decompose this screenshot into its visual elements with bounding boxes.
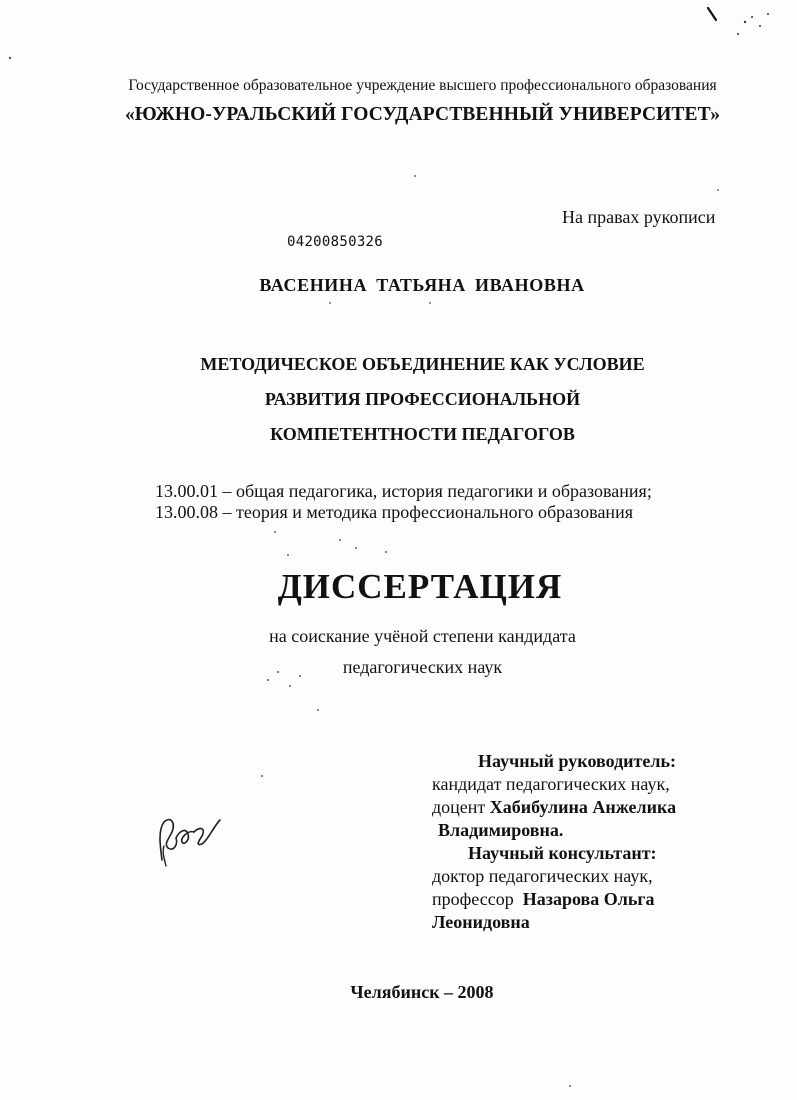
consultant-position-row (432, 888, 752, 911)
supervisor-position: доцент (432, 797, 486, 817)
institution-line: Государственное образовательное учреждение высшего профессионального образования (128, 77, 717, 94)
title-line-3: КОМПЕТЕНТНОСТИ ПЕДАГОГОВ (270, 424, 575, 444)
specialty-line-2: 13.00.08 – теория и методика профессионального образования (155, 502, 633, 522)
supervisor-position-row (432, 796, 752, 819)
rights-note: На правах рукописи (562, 207, 716, 227)
document-type: ДИССЕРТАЦИЯ (277, 567, 563, 606)
advisors-block (432, 750, 752, 934)
consultant-degree: доктор педагогических наук, (432, 866, 653, 886)
consultant-patronymic: Леонидовна (432, 912, 530, 932)
supervisor-patronymic: Владимировна. (438, 820, 564, 840)
city-year: Челябинск – 2008 (350, 982, 494, 1002)
supervisor-degree: кандидат педагогических наук, (432, 774, 670, 794)
title-line-1: МЕТОДИЧЕСКОЕ ОБЪЕДИНЕНИЕ КАК УСЛОВИЕ (200, 354, 645, 374)
degree-line-2: педагогических наук (342, 657, 503, 677)
specialty-line-1: 13.00.01 – общая педагогика, история педагогики и образования; (155, 481, 652, 501)
degree-line-1: на соискание учёной степени кандидата (269, 626, 576, 646)
consultant-name: Назарова Ольга (522, 889, 655, 909)
title-line-2: РАЗВИТИЯ ПРОФЕССИОНАЛЬНОЙ (264, 389, 581, 409)
university-name: «ЮЖНО-УРАЛЬСКИЙ ГОСУДАРСТВЕННЫЙ УНИВЕРСИТЕТ» (124, 104, 721, 125)
consultant-position: профессор (432, 889, 514, 909)
inventory-number: 04200850326 (287, 234, 384, 250)
supervisor-heading: Научный руководитель: (478, 751, 676, 771)
author-name: ВАСЕНИНА ТАТЬЯНА ИВАНОВНА (259, 275, 585, 295)
consultant-heading: Научный консультант: (468, 843, 657, 863)
supervisor-name: Хабибулина Анжелика (489, 797, 677, 817)
handwritten-signature-icon (152, 800, 232, 870)
